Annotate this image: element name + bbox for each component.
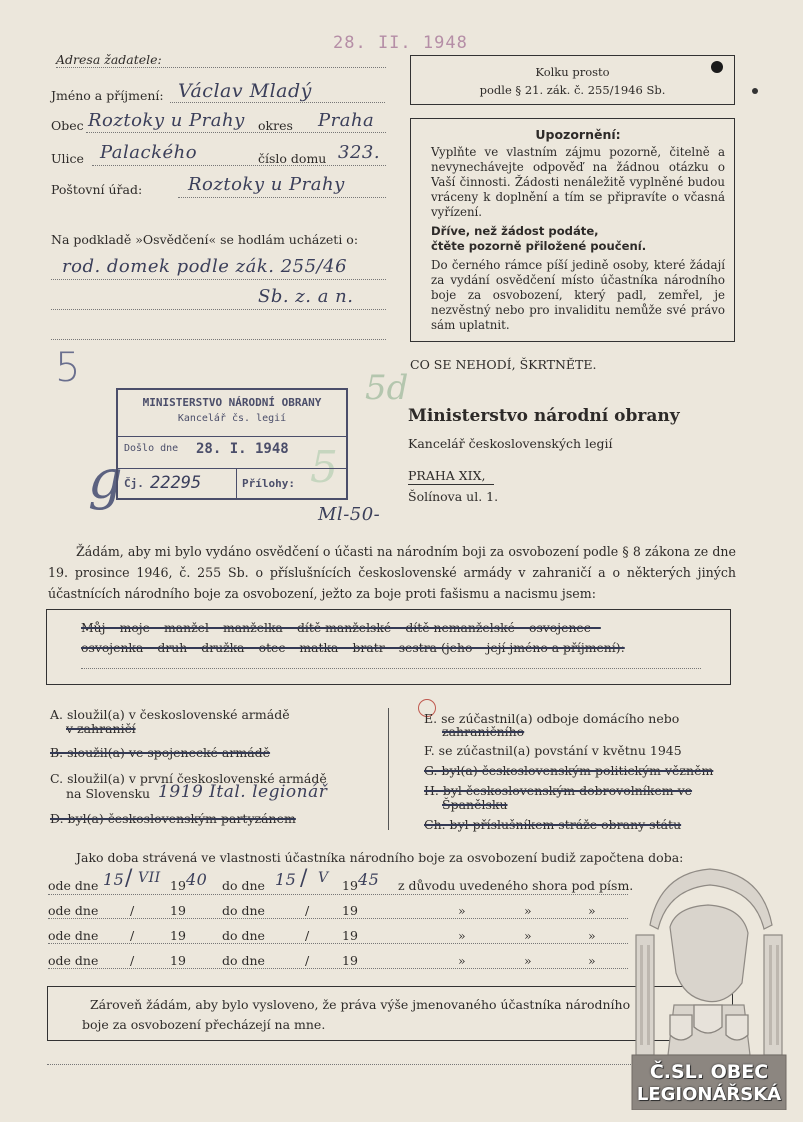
row1-to-day[interactable]: 15: [275, 870, 297, 889]
row1-from-label: ode dne: [48, 878, 99, 893]
option-f[interactable]: F. se zúčastnil(a) povstání v květnu 1945: [424, 743, 682, 758]
street-line: [92, 165, 386, 166]
row1-from-day[interactable]: 15: [103, 870, 125, 889]
row4-ditto-3: »: [588, 953, 596, 968]
district-label: okres: [258, 118, 293, 133]
row3-to-label: do dne: [222, 928, 265, 943]
transfer-text-2: boje za osvobození přecházejí na mne.: [82, 1017, 326, 1032]
row3-ditto-2: »: [524, 928, 532, 943]
notice-box: [410, 118, 735, 342]
town-value[interactable]: Roztoky u Prahy: [88, 110, 245, 131]
relation-frame: [46, 609, 731, 685]
margin-mark-five: 5: [55, 345, 81, 391]
basis-line-3: [51, 339, 386, 340]
small-dot: [752, 88, 758, 94]
row4-to-label: do dne: [222, 953, 265, 968]
notice-bold-1: Dříve, než žádost podáte,: [431, 224, 599, 238]
margin-mark-5-green: 5: [310, 442, 338, 493]
option-b[interactable]: B. sloužil(a) ve spojenecké armádě: [50, 745, 271, 760]
option-h-line-1[interactable]: H. byl československým dobrovolníkem ve: [424, 783, 693, 798]
row1-from-month[interactable]: VII: [138, 870, 161, 886]
request-text: Žádám, aby mi bylo vydáno osvědčení o účasti na národním boji za osvobození podle § 8 zákona ze dne 19. prosince 1946, č. 255 Sb. o příslušnících československé armády v zahraničí a o některých jiných účastnících národního boje za osvobození, ježto za boje proti fašismu a nacismu jsem:: [48, 544, 736, 601]
logo-text-line-2: LEGIONÁŘSKÁ: [636, 1084, 782, 1105]
town-label: Obec: [51, 118, 84, 133]
stamp-no-value: 22295: [150, 473, 202, 493]
relation-line-2: osvojenka – druh – družka – otec – matka – bratr – sestra (jeho – její jméno a příjmení):: [81, 640, 625, 655]
street-label: Ulice: [51, 151, 84, 166]
row4-from-year-prefix: 19: [170, 953, 186, 968]
row1-from-year[interactable]: 40: [186, 870, 208, 889]
stamp-received-label: Došlo dne: [124, 443, 179, 454]
fee-line-1: Kolku prosto: [535, 65, 610, 79]
row4-line: [48, 968, 628, 969]
hole-punch-dot: [711, 61, 723, 73]
row1-to-year[interactable]: 45: [358, 870, 380, 889]
basis-value-1[interactable]: rod. domek podle zák. 255/46: [62, 256, 348, 277]
row1-to-label: do dne: [222, 878, 265, 893]
options-divider: [388, 708, 389, 830]
row4-from-label: ode dne: [48, 953, 99, 968]
notice-title: Upozornění:: [535, 127, 621, 142]
stamp-divider-2: [118, 468, 346, 469]
relation-line-1: Můj – moje – manžel – manželka – dítě manželské – dítě nemanželské – osvojenec –: [81, 620, 601, 635]
relation-fill-line: [81, 668, 701, 669]
house-number-label: číslo domu: [258, 151, 327, 166]
period-intro: Jako doba strávená ve vlastnosti účastníka národního boje za osvobození budiž započtena doba:: [76, 850, 684, 865]
row4-ditto-1: »: [458, 953, 466, 968]
strike-note: CO SE NEHODÍ, ŠKRTNĚTE.: [410, 357, 597, 372]
fee-line-2: podle § 21. zák. č. 255/1946 Sb.: [479, 83, 666, 97]
option-ch[interactable]: Ch. byl příslušníkem stráže obrany státu: [424, 817, 682, 832]
stamp-title: MINISTERSTVO NÁRODNÍ OBRANY: [142, 396, 322, 409]
fee-box: [410, 55, 735, 105]
name-line: [170, 102, 385, 103]
name-label: Jméno a příjmení:: [51, 88, 164, 103]
row1-from-year-prefix: 19: [170, 878, 186, 893]
stamp-divider-3: [236, 468, 237, 500]
option-h-line-2[interactable]: Španělsku: [442, 797, 508, 812]
row2-from-year-prefix: 19: [170, 903, 186, 918]
logo-text-line-1: Č.SL. OBEC: [649, 1061, 769, 1083]
row1-slash-2: /: [300, 866, 308, 891]
row1-slash-1: /: [125, 866, 133, 891]
row3-ditto-3: »: [588, 928, 596, 943]
received-date-stamp: 28. II. 1948: [333, 33, 468, 53]
row3-from-year-prefix: 19: [170, 928, 186, 943]
applicant-heading: Adresa žadatele:: [56, 52, 162, 67]
notice-paragraph-3: Do černého rámce píší jedině osoby, které žádají za vydání osvědčení místo účastníka národního boje za osvobození, který padl, zemřel, je nezvěstný nebo pro invaliditu nemůže své právo sám uplatnit.: [431, 258, 725, 332]
basis-line-2: [51, 309, 386, 310]
margin-mark-5d: 5d: [365, 368, 409, 408]
margin-mark-g: g: [88, 448, 123, 511]
notice-paragraph-1: Vyplňte ve vlastním zájmu pozorně, čitelně a nevynechávejte odpověď na žádnou otázku o Vaší činnosti. Žádosti nenáležitě vyplněné budou vráceny k doplnění a tím se připravíte o včasná vyřízení.: [431, 145, 725, 219]
stamp-received-value: 28. I. 1948: [196, 441, 289, 457]
row4-to-year-prefix: 19: [342, 953, 358, 968]
addressee-city: PRAHA XIX,: [408, 468, 486, 483]
row1-line: [48, 894, 628, 895]
stamp-attach-label: Přílohy:: [242, 477, 295, 490]
post-office-label: Poštovní úřad:: [51, 182, 143, 197]
document-page: 28. II. 1948 Adresa žadatele: Jméno a příjmení: Václav Mladý Obec Roztoky u Prahy okres Praha Ulice Palackého číslo domu 323. Poštovní úřad: Roztoky u Prahy Na podkladě »Osvědčení« se hodlám ucházeti o: rod. domek podle zák. 255/46 Sb. z. a n. Kolku prosto podle § 21. zák. č. 255/1946 Sb. Upozornění: Vyplňte ve vlastním zájmu pozorně, čitelně a nevynechávejte odpověď na žádnou otázku o Vaší činnosti. Žádosti nenáležitě vyplněné budou vráceny k doplnění a tím se připravíte o včasná vyřízení. Dříve, než žádost podáte, čtěte pozorně přiložené poučení. Do černého rámce píší jedině osoby, které žádají za vydání osvědčení místo účastníka národního boje za osvobození, který padl, zemřel, je nezvěstný nebo pro invaliditu nemůže své právo sám uplatnit. CO SE NEHODÍ, ŠKRTNĚTE. 5 5d 5 g MINISTERSTVO NÁRODNÍ OBRANY Kancelář čs. legií Došlo dne 28. I. 1948 Čj. 22295 Přílohy: Ml-50- Ministerstvo národní obrany Kancelář československých legií PRAHA XIX, Šolínova ul. 1. Žádám, aby mi bylo vydáno osvědčení o účasti na národním boji za osvobození podle § 8 zákona ze dne 19. prosince 1946, č. 255 Sb. o příslušnících československé armády v zahraničí a o některých jiných účastnících národního boje za osvobození, ježto za boje proti fašismu a nacismu jsem: Můj – moje – manžel – manželka – dítě manželské – dítě nemanželské – osvojenec – osvojenka – druh – družka – otec – matka – bratr – sestra (jeho – její jméno a příjmení): A. sloužil(a) v československé armádě v zahraničí B. sloužil(a) ve spojenecké armádě C. sloužil(a) v první československé armádě na Slovensku 1919 Ital. legionář D. byl(a) československým partyzánem E. se zúčastnil(a) odboje domácího nebo zahraničního F. se zúčastnil(a) povstání v květnu 1945 G. byl(a) československým politickým vězněm H. byl československým dobrovolníkem ve Španělsku Ch. byl příslušníkem stráže obrany státu Jako doba strávená ve vlastnosti účastníka národního boje za osvobození budiž započtena doba: ode dne 15 / VII 19 40 do dne 15 / V 19 45 z důvodu uvedeného shora pod písm. ode dne / 19 do dne / 19 » » » ode dne / 19 do dne / 19 » » » ode dne / 19 do dne / 19 » » » Zároveň žádám, aby bylo vysloveno, že práva výše jmenovaného účastníka národního boje za osvobození přecházejí na mne. Č.SL. OBEC LEGIONÁŘSKÁ: [0, 0, 803, 1122]
transfer-text-1: Zároveň žádám, aby bylo vysloveno, že práva výše jmenovaného účastníka národního: [90, 997, 631, 1012]
post-office-value[interactable]: Roztoky u Prahy: [188, 174, 345, 195]
option-e-line-1[interactable]: E. se zúčastnil(a) odboje domácího nebo: [424, 711, 680, 726]
row3-to-year-prefix: 19: [342, 928, 358, 943]
town-line: [86, 132, 386, 133]
addressee-title: Ministerstvo národní obrany: [408, 406, 680, 426]
option-a-line-2[interactable]: v zahraničí: [66, 721, 136, 736]
district-value[interactable]: Praha: [318, 110, 375, 131]
street-value[interactable]: Palackého: [100, 142, 198, 163]
row2-ditto-3: »: [588, 903, 596, 918]
option-e-line-2[interactable]: zahraničního: [442, 724, 525, 739]
stamp-subtitle: Kancelář čs. legií: [177, 413, 287, 424]
heading-line: [56, 67, 386, 68]
row2-ditto-2: »: [524, 903, 532, 918]
row2-to-year-prefix: 19: [342, 903, 358, 918]
row1-reason: z důvodu uvedeného shora pod písm.: [398, 878, 634, 893]
row2-from-label: ode dne: [48, 903, 99, 918]
row1-to-month[interactable]: V: [318, 870, 329, 886]
option-g[interactable]: G. byl(a) československým politickým vězněm: [424, 763, 714, 778]
option-a-line-1: A. sloužil(a) v československé armádě: [50, 707, 290, 722]
option-c-handwritten[interactable]: 1919 Ital. legionář: [158, 782, 328, 802]
option-c-line-2: na Slovensku: [66, 786, 151, 801]
row3-line: [48, 943, 628, 944]
row1-to-year-prefix: 19: [342, 878, 358, 893]
row4-ditto-2: »: [524, 953, 532, 968]
addressee-city-underline: [408, 484, 494, 485]
row3-from-label: ode dne: [48, 928, 99, 943]
row2-line: [48, 918, 628, 919]
basis-value-2[interactable]: Sb. z. a n.: [258, 286, 354, 307]
basis-line-1: [51, 279, 386, 280]
option-d[interactable]: D. byl(a) československým partyzánem: [50, 811, 296, 826]
stamp-no-label: Čj.: [124, 477, 144, 490]
legion-logo-watermark: [630, 855, 788, 1110]
addressee-street: Šolínova ul. 1.: [408, 489, 499, 504]
row2-ditto-1: »: [458, 903, 466, 918]
house-number-value[interactable]: 323.: [338, 142, 381, 163]
basis-label: Na podkladě »Osvědčení« se hodlám ucházeti o:: [51, 232, 359, 247]
post-office-line: [178, 197, 386, 198]
addressee-office: Kancelář československých legií: [408, 436, 613, 451]
notice-bold-2: čtěte pozorně přiložené poučení.: [431, 239, 647, 253]
row3-ditto-1: »: [458, 928, 466, 943]
stamp-divider-1: [118, 436, 346, 437]
ml-mark: Ml-50-: [318, 504, 381, 525]
registry-stamp: [116, 388, 348, 500]
row2-to-label: do dne: [222, 903, 265, 918]
name-value[interactable]: Václav Mladý: [178, 80, 312, 102]
option-c-line-1: C. sloužil(a) v první československé armádě: [50, 771, 327, 786]
